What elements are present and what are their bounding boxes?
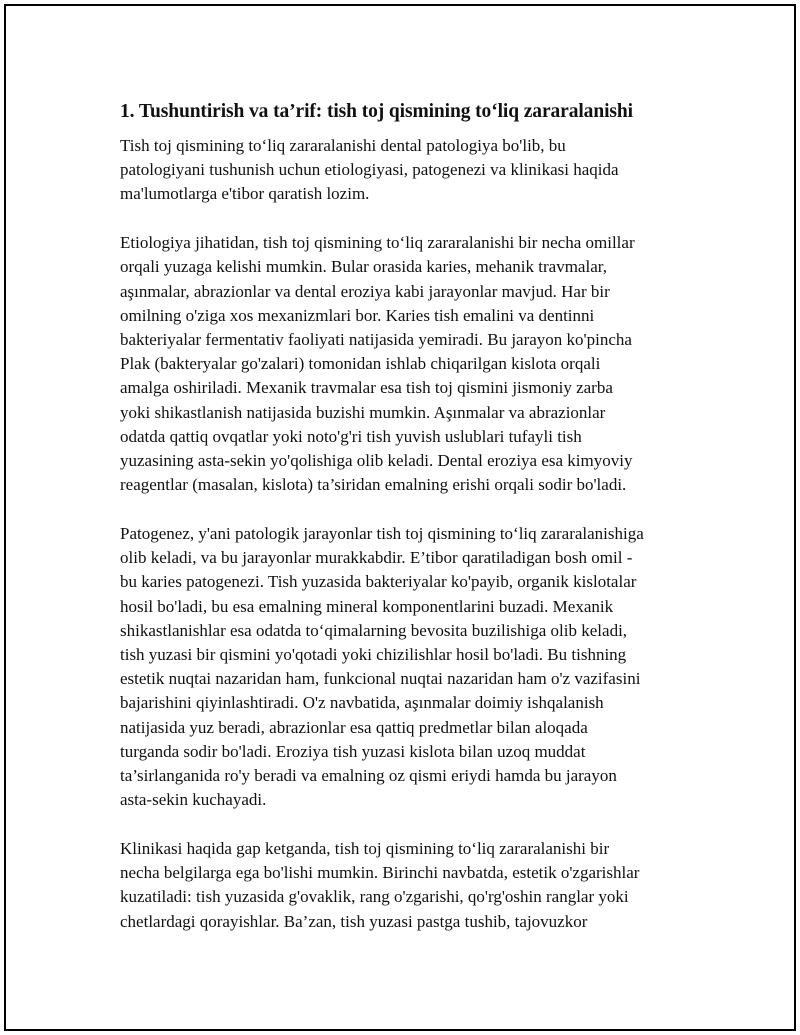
text-line: tish yuzasi bir qismini yo'qotadi yoki chizilishlar hosil bo'ladi. Bu tishning bbox=[120, 645, 627, 665]
text-line: ma'lumotlarga e'tibor qaratish lozim. bbox=[120, 184, 370, 204]
text-line: Tish toj qismining to‘liq zararalanishi dental patologiya bo'lib, bu bbox=[120, 136, 566, 155]
text-line: chetlardagi qorayishlar. Ba’zan, tish yuzasi pastga tushib, tajovuzkor bbox=[120, 911, 588, 931]
text-line: natijasida yuz beradi, abrazionlar esa qattiq predmetlar bilan aloqada bbox=[120, 717, 588, 737]
page-frame bbox=[4, 4, 796, 1031]
text-line: Plak (bakteryalar go'zalari) tomonidan ishlab chiqarilgan kislota orqali bbox=[120, 354, 601, 374]
paragraph-intro bbox=[120, 134, 710, 207]
text-line: reagentlar (masalan, kislota) ta’siridan emalning erishi orqali sodir bo'ladi. bbox=[120, 475, 627, 495]
paragraph-etiology bbox=[120, 231, 710, 497]
text-line: shikastlanishlar esa odatda to‘qimalarning bevosita buzilishiga olib keladi, bbox=[120, 620, 628, 640]
text-line: yuzasining asta-sekin yo'qolishiga olib keladi. Dental eroziya esa kimyoviy bbox=[120, 451, 633, 471]
text-line: Etiologiya jihatidan, tish toj qismining to‘liq zararalanishi bir necha omillar bbox=[120, 233, 635, 253]
text-line: olib keladi, va bu jarayonlar murakkabdir. E’tibor qaratiladigan bosh omil - bbox=[120, 548, 633, 568]
text-line: yoki shikastlanish natijasida buzishi mumkin. Aşınmalar va abrazionlar bbox=[120, 402, 606, 422]
text-line: Klinikasi haqida gap ketganda, tish toj qismining to‘liq zararalanishi bir bbox=[120, 839, 610, 859]
section-heading: 1. Tushuntirish va ta’rif: tish toj qismining to‘liq zararalanishi bbox=[120, 101, 633, 122]
text-line: asta-sekin kuchayadi. bbox=[120, 790, 267, 810]
text-line: patologiyani tushunish uchun etiologiyasi, patogenezi va klinikasi haqida bbox=[120, 160, 619, 180]
text-line: necha belgilarga ega bo'lishi mumkin. Birinchi navbatda, estetik o'zgarishlar bbox=[120, 863, 640, 883]
text-line: omilning o'ziga xos mexanizmlari bor. Karies tish emalini va dentinni bbox=[120, 305, 595, 325]
paragraph-clinical bbox=[120, 837, 710, 934]
text-line: aşınmalar, abrazionlar va dental eroziya kabi jarayonlar mavjud. Har bir bbox=[120, 281, 610, 301]
text-line: amalga oshiriladi. Mexanik travmalar esa tish toj qismini jismoniy zarba bbox=[120, 378, 613, 398]
text-line: turganda sodir bo'ladi. Eroziya tish yuzasi kislota bilan uzoq muddat bbox=[120, 741, 586, 761]
paragraph-pathogenesis bbox=[120, 522, 710, 812]
text-line: bajarishini qiyinlashtiradi. O'z navbatida, aşınmalar doimiy ishqalanish bbox=[120, 693, 604, 713]
text-line: kuzatiladi: tish yuzasida g'ovaklik, rang o'zgarishi, qo'rg'oshin ranglar yoki bbox=[120, 887, 629, 907]
text-line: Patogenez, y'ani patologik jarayonlar tish toj qismining to‘liq zararalanishiga bbox=[120, 524, 644, 544]
text-line: hosil bo'ladi, bu esa emalning mineral komponentlarini buzadi. Mexanik bbox=[120, 596, 614, 616]
text-line: orqali yuzaga kelishi mumkin. Bular orasida karies, mehanik travmalar, bbox=[120, 257, 607, 277]
text-line: bu karies patogenezi. Tish yuzasida bakteriyalar ko'payib, organik kislotalar bbox=[120, 572, 637, 592]
document-body bbox=[120, 98, 710, 958]
text-line: ta’sirlanganida ro'y beradi va emalning oz qismi eriydi hamda bu jarayon bbox=[120, 766, 617, 786]
text-line: odatda qattiq ovqatlar yoki noto'g'ri tish yuvish uslublari tufayli tish bbox=[120, 426, 582, 446]
text-line: estetik nuqtai nazaridan ham, funkcional nuqtai nazaridan ham o'z vazifasini bbox=[120, 669, 641, 689]
text-line: bakteriyalar fermentativ faoliyati natijasida yemiradi. Bu jarayon ko'pincha bbox=[120, 330, 632, 350]
